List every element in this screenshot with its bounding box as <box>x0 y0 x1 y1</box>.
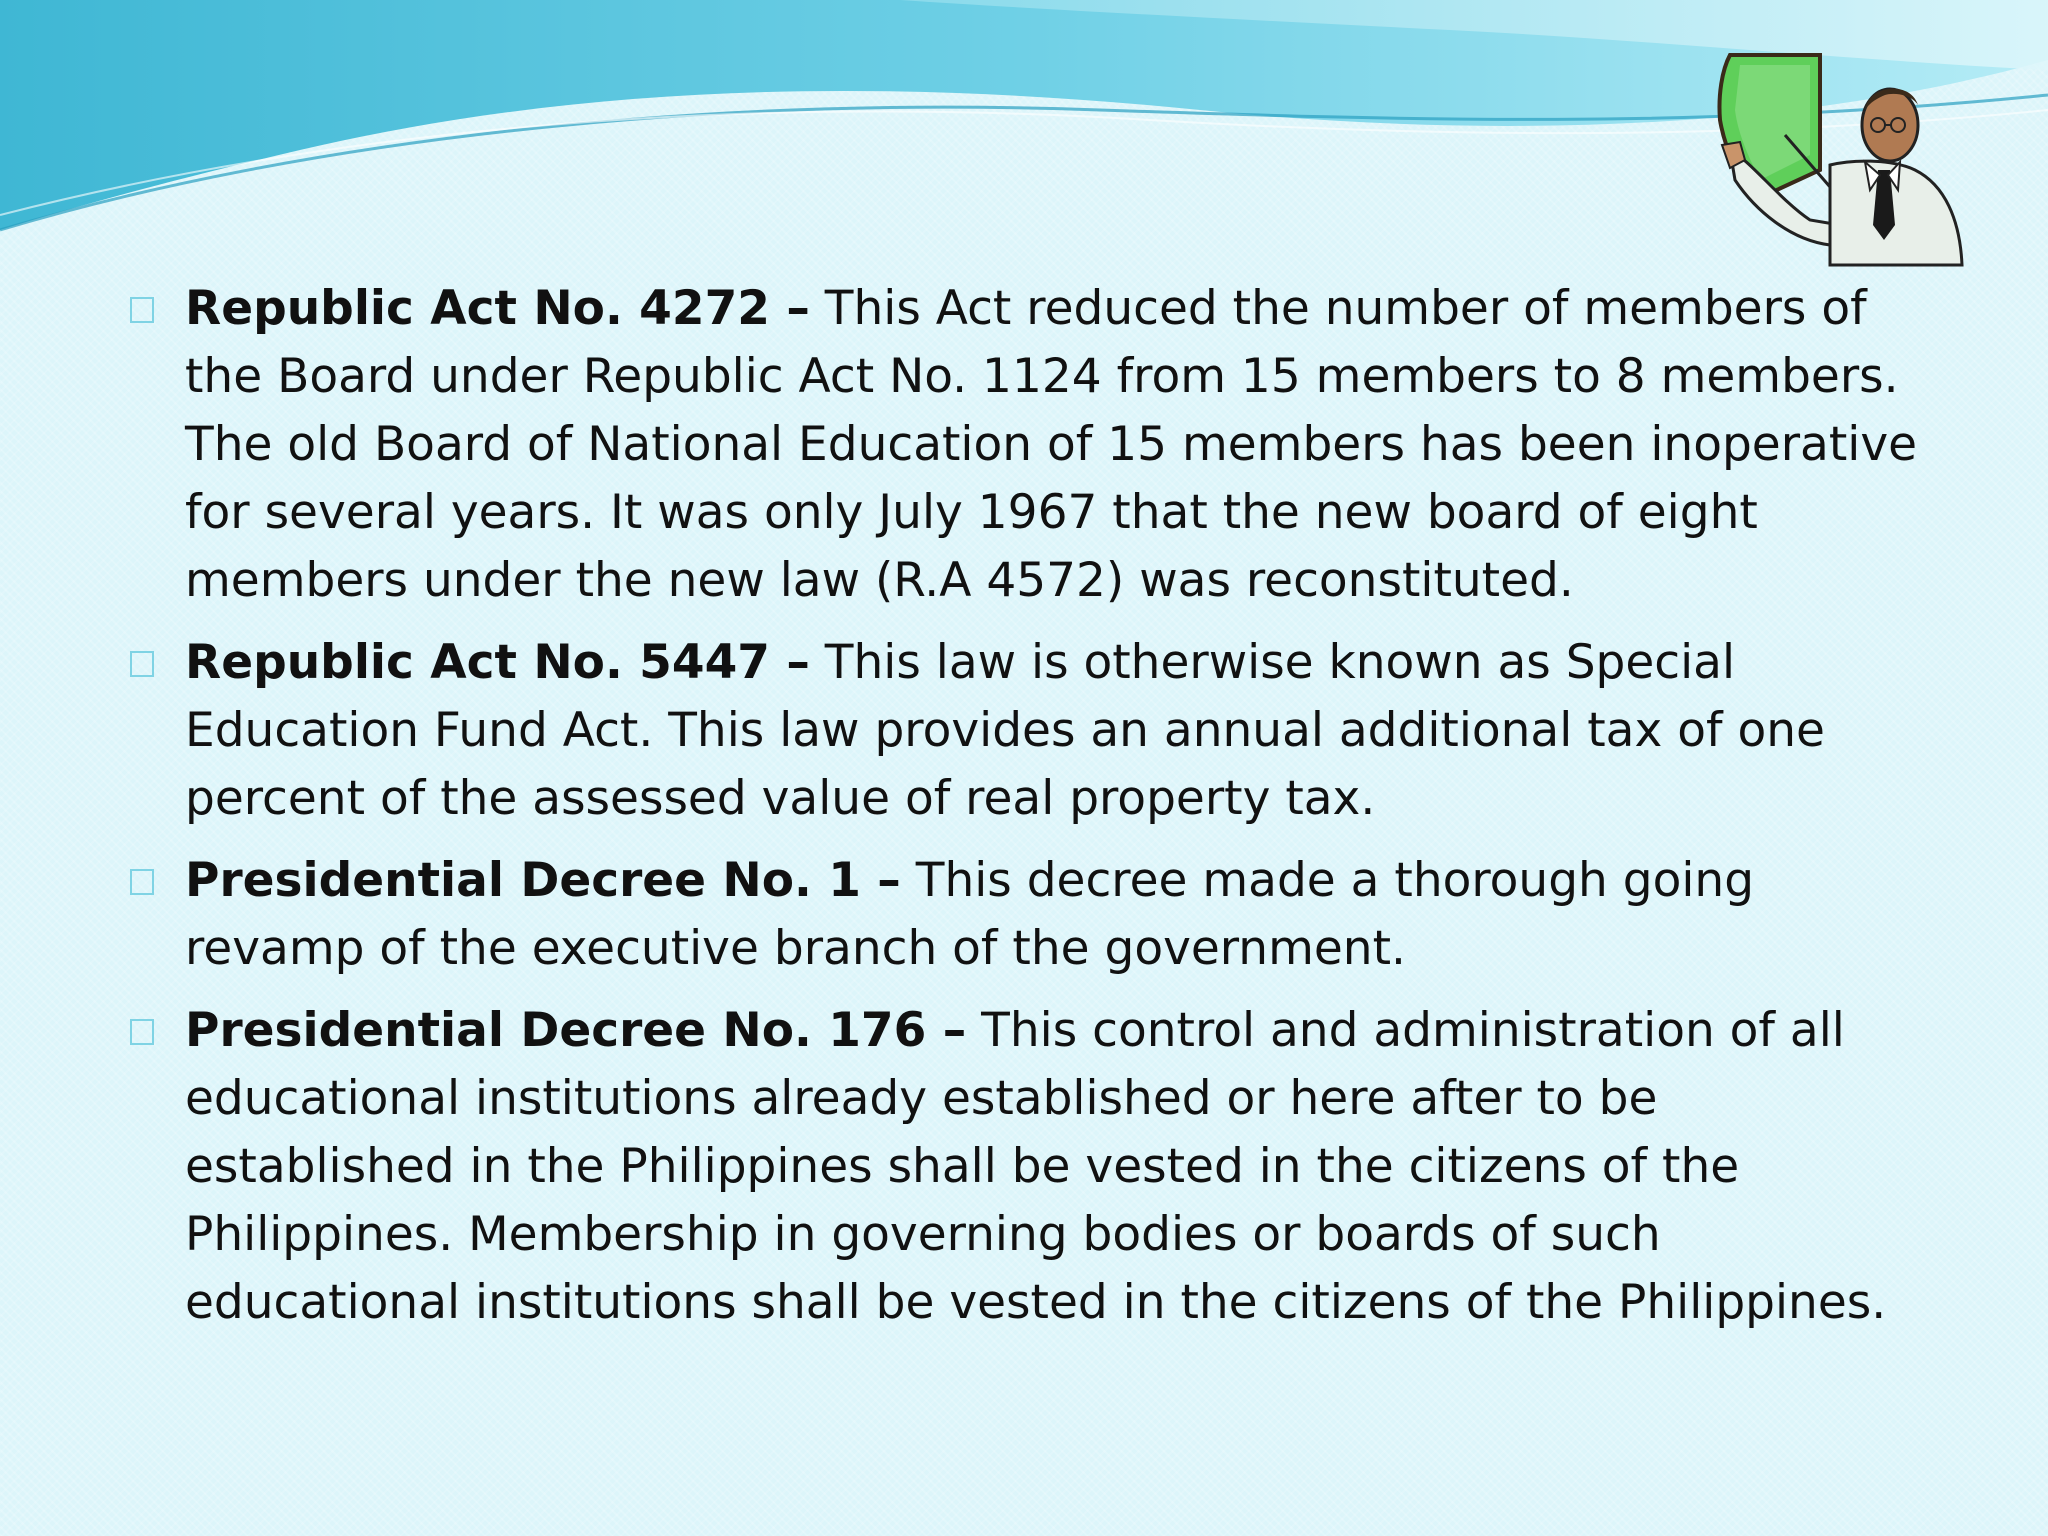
list-item-text: This law is otherwise known as Special Education Fund Act. This law provides an annual additional tax of one percent of the assessed value of real property tax. <box>185 635 1825 826</box>
list-item-pd-1 <box>130 847 1940 983</box>
square-bullet-icon <box>130 651 154 677</box>
list-item-pd-176 <box>130 997 1940 1337</box>
list-item-ra-4272 <box>130 275 1940 615</box>
list-item-ra-5447 <box>130 629 1940 833</box>
square-bullet-icon <box>130 297 154 323</box>
list-item-term: Presidential Decree No. 176 – <box>185 1003 967 1058</box>
bullet-list <box>130 275 1940 1351</box>
list-item-text: This control and administration of all educational institutions already established or here after to be established in the Philippines shall be vested in the citizens of the Philippines. Membership in governing bodies or boards of such educational institutions shall be vested in the citizens of the Philippines. <box>185 1003 1887 1330</box>
list-item-term: Presidential Decree No. 1 – <box>185 853 901 908</box>
list-item-term: Republic Act No. 5447 – <box>185 635 810 690</box>
square-bullet-icon <box>130 869 154 895</box>
list-item-term: Republic Act No. 4272 – <box>185 281 810 336</box>
list-item-text: This decree made a thorough going revamp of the executive branch of the government. <box>185 853 1755 976</box>
square-bullet-icon <box>130 1019 154 1045</box>
list-item-text: This Act reduced the number of members of the Board under Republic Act No. 1124 from 15 members to 8 members. The old Board of National Education of 15 members has been inoperative for several years. It was only July 1967 that the new board of eight members under the new law (R.A 4572) was reconstituted. <box>185 281 1918 608</box>
teacher-presenting-icon <box>1700 50 2000 280</box>
